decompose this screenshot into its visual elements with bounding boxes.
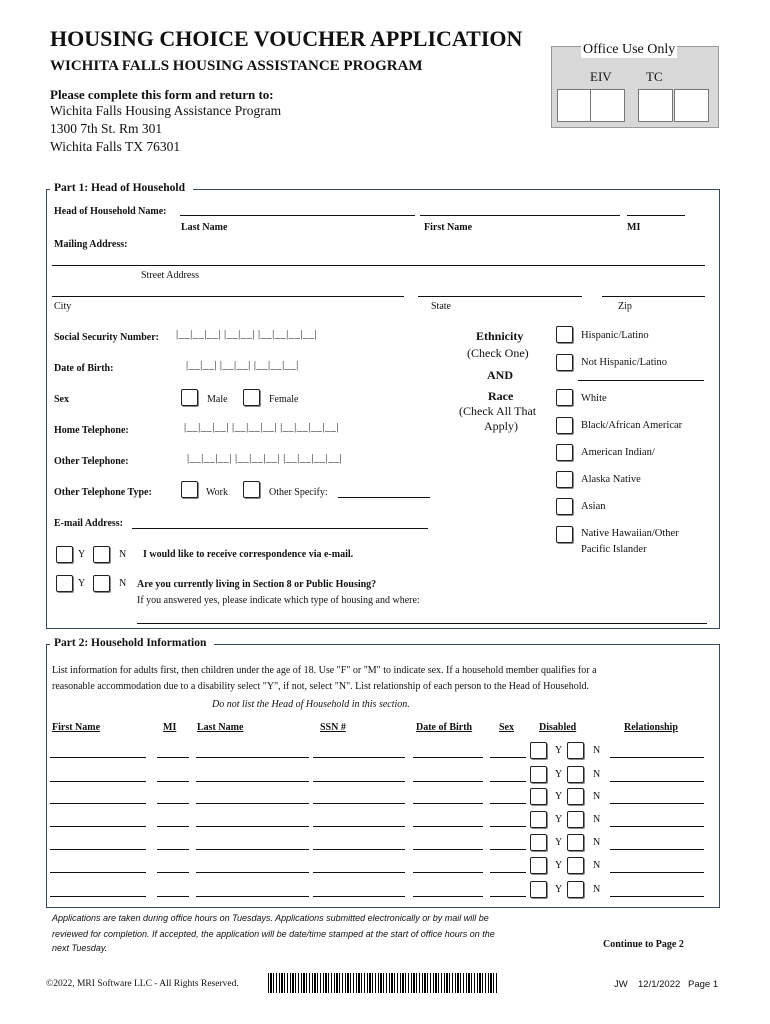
row-3-disabled-yes-checkbox[interactable] — [530, 788, 547, 805]
col-first-name: First Name — [52, 722, 101, 733]
part2-instructions-1: List information for adults first, then children under the age of 18. Use "F" or "M" to indicate sex. If a household member qualifies for a — [52, 665, 597, 676]
and-label: AND — [487, 368, 513, 382]
row-6-disabled-no-checkbox[interactable] — [567, 857, 584, 874]
footer-note-1: Applications are taken during office hours on Tuesdays. Applications submitted electronically or by mail will be — [52, 913, 489, 923]
barcode — [268, 973, 498, 993]
state-field[interactable] — [418, 296, 582, 297]
row-6-mi-field[interactable] — [157, 872, 189, 873]
row-4-first-name-field[interactable] — [50, 826, 146, 827]
return-address-1: Wichita Falls Housing Assistance Program — [50, 103, 282, 118]
row-2-last-name-field[interactable] — [196, 781, 309, 782]
mi-caption: MI — [627, 222, 641, 233]
race-label: Race — [488, 389, 514, 403]
not-hispanic-label: Not Hispanic/Latino — [581, 357, 668, 368]
home-phone-label: Home Telephone: — [54, 425, 129, 436]
row-7-dob-field[interactable] — [413, 896, 483, 897]
female-label: Female — [269, 394, 299, 405]
footer-note-2: reviewed for completion. If accepted, the application will be date/time stamped at the start of office hours on the — [52, 929, 495, 939]
hispanic-label: Hispanic/Latino — [581, 330, 649, 341]
section8-yes-checkbox[interactable] — [56, 575, 73, 592]
office-tc-box-1[interactable] — [638, 89, 673, 122]
continue-label: Continue to Page 2 — [603, 939, 684, 950]
sex-label: Sex — [54, 394, 69, 405]
city-caption: City — [54, 301, 72, 312]
row-4-last-name-field[interactable] — [196, 826, 309, 827]
row-2-ssn-field[interactable] — [313, 781, 405, 782]
row-3-sex-field[interactable] — [490, 803, 526, 804]
row-3-yes-label: Y — [555, 791, 563, 802]
work-label: Work — [206, 487, 228, 498]
return-address-2: 1300 7th St. Rm 301 — [50, 121, 163, 136]
row-4-dob-field[interactable] — [413, 826, 483, 827]
row-2-yes-label: Y — [555, 769, 563, 780]
row-4-no-label: N — [593, 814, 601, 825]
row-1-yes-label: Y — [555, 745, 563, 756]
row-3-no-label: N — [593, 791, 601, 802]
col-ssn: SSN # — [320, 722, 346, 733]
col-dob: Date of Birth — [416, 722, 473, 733]
row-6-dob-field[interactable] — [413, 872, 483, 873]
asian-label: Asian — [581, 501, 606, 512]
black-label: Black/African Americar — [581, 420, 683, 431]
row-6-yes-label: Y — [555, 860, 563, 871]
row-7-relationship-field[interactable] — [610, 896, 704, 897]
row-7-first-name-field[interactable] — [50, 896, 146, 897]
last-name-field[interactable] — [180, 215, 415, 216]
black-checkbox[interactable] — [556, 417, 573, 434]
email-label: E-mail Address: — [54, 518, 123, 529]
form-subtitle: WICHITA FALLS HOUSING ASSISTANCE PROGRAM — [50, 58, 423, 74]
return-label: Please complete this form and return to: — [50, 87, 274, 102]
work-checkbox[interactable] — [181, 481, 198, 498]
row-5-first-name-field[interactable] — [50, 849, 146, 850]
footer-date: 12/1/2022 — [638, 979, 681, 990]
email-yes-label: Y — [78, 549, 86, 560]
home-phone-field[interactable]: |__|__|__| |__|__|__| |__|__|__|__| — [184, 422, 340, 433]
row-6-relationship-field[interactable] — [610, 872, 704, 873]
row-5-last-name-field[interactable] — [196, 849, 309, 850]
section8-no-checkbox[interactable] — [93, 575, 110, 592]
row-3-relationship-field[interactable] — [610, 803, 704, 804]
row-6-last-name-field[interactable] — [196, 872, 309, 873]
row-5-mi-field[interactable] — [157, 849, 189, 850]
row-3-ssn-field[interactable] — [313, 803, 405, 804]
check-one-label: (Check One) — [467, 346, 529, 360]
mailing-address-label: Mailing Address: — [54, 239, 128, 250]
alaska-native-label: Alaska Native — [581, 474, 641, 485]
office-use-box — [551, 42, 719, 128]
row-7-ssn-field[interactable] — [313, 896, 405, 897]
footer-note-3: next Tuesday. — [52, 943, 108, 953]
male-label: Male — [207, 394, 228, 405]
section8-followup: If you answered yes, please indicate which type of housing and where: — [137, 595, 420, 606]
part2-note: Do not list the Head of Household in this section. — [212, 699, 410, 710]
part2-instructions-2: reasonable accommodation due to a disability select "Y", if not, select "N". List relationship of each person to the Head of Household. — [52, 681, 590, 692]
row-7-mi-field[interactable] — [157, 896, 189, 897]
email-no-label: N — [119, 549, 127, 560]
hawaiian-label-2: Pacific Islander — [581, 544, 647, 555]
row-5-relationship-field[interactable] — [610, 849, 704, 850]
row-4-sex-field[interactable] — [490, 826, 526, 827]
section8-field[interactable] — [137, 623, 707, 624]
female-checkbox[interactable] — [243, 389, 260, 406]
office-use-title: Office Use Only — [583, 42, 676, 57]
alaska-native-checkbox[interactable] — [556, 471, 573, 488]
row-7-yes-label: Y — [555, 884, 563, 895]
street-field[interactable] — [52, 265, 705, 266]
row-3-first-name-field[interactable] — [50, 803, 146, 804]
other-type-checkbox[interactable] — [243, 481, 260, 498]
row-4-yes-label: Y — [555, 814, 563, 825]
row-4-disabled-yes-checkbox[interactable] — [530, 811, 547, 828]
office-tc-box-2[interactable] — [674, 89, 709, 122]
row-2-first-name-field[interactable] — [50, 781, 146, 782]
row-2-sex-field[interactable] — [490, 781, 526, 782]
row-1-last-name-field[interactable] — [196, 757, 309, 758]
col-last-name: Last Name — [197, 722, 244, 733]
row-1-disabled-yes-checkbox[interactable] — [530, 742, 547, 759]
other-phone-label: Other Telephone: — [54, 456, 129, 467]
row-3-last-name-field[interactable] — [196, 803, 309, 804]
not-hispanic-checkbox[interactable] — [556, 354, 573, 371]
last-name-caption: Last Name — [181, 222, 228, 233]
col-disabled: Disabled — [539, 722, 577, 733]
section8-question: Are you currently living in Section 8 or Public Housing? — [137, 579, 377, 590]
row-1-mi-field[interactable] — [157, 757, 189, 758]
row-7-sex-field[interactable] — [490, 896, 526, 897]
row-1-ssn-field[interactable] — [313, 757, 405, 758]
row-2-mi-field[interactable] — [157, 781, 189, 782]
return-address-3: Wichita Falls TX 76301 — [50, 139, 181, 154]
mi-field[interactable] — [627, 215, 685, 216]
row-5-sex-field[interactable] — [490, 849, 526, 850]
row-4-mi-field[interactable] — [157, 826, 189, 827]
white-label: White — [581, 393, 607, 404]
footer-page: Page 1 — [688, 979, 719, 990]
dob-field[interactable]: |__|__| |__|__| |__|__|__| — [186, 360, 299, 371]
row-4-disabled-no-checkbox[interactable] — [567, 811, 584, 828]
white-checkbox[interactable] — [556, 389, 573, 406]
row-1-relationship-field[interactable] — [610, 757, 704, 758]
ssn-field[interactable]: |__|__|__| |__|__| |__|__|__|__| — [176, 329, 317, 340]
zip-caption: Zip — [618, 301, 632, 312]
row-3-disabled-no-checkbox[interactable] — [567, 788, 584, 805]
ethnicity-divider — [578, 380, 704, 381]
row-1-first-name-field[interactable] — [50, 757, 146, 758]
ethnicity-label: Ethnicity — [476, 329, 524, 343]
hoh-name-label: Head of Household Name: — [54, 206, 167, 217]
asian-checkbox[interactable] — [556, 498, 573, 515]
col-mi: MI — [163, 722, 177, 733]
row-2-disabled-yes-checkbox[interactable] — [530, 766, 547, 783]
copyright: ©2022, MRI Software LLC - All Rights Reserved. — [46, 979, 239, 989]
part1-section — [46, 189, 720, 629]
office-use-tc: TC — [646, 69, 663, 84]
american-indian-checkbox[interactable] — [556, 444, 573, 461]
row-6-ssn-field[interactable] — [313, 872, 405, 873]
first-name-field[interactable] — [420, 215, 620, 216]
row-2-relationship-field[interactable] — [610, 781, 704, 782]
row-5-no-label: N — [593, 837, 601, 848]
row-1-dob-field[interactable] — [413, 757, 483, 758]
email-question: I would like to receive correspondence via e-mail. — [143, 549, 354, 560]
zip-field[interactable] — [602, 296, 705, 297]
other-specify-field[interactable] — [338, 497, 430, 498]
email-field[interactable] — [132, 528, 428, 529]
other-specify-label: Other Specify: — [269, 487, 328, 498]
row-6-no-label: N — [593, 860, 601, 871]
footer-initials: JW — [614, 979, 628, 990]
office-use-eiv: EIV — [590, 69, 612, 84]
row-6-first-name-field[interactable] — [50, 872, 146, 873]
hawaiian-label-1: Native Hawaiian/Other — [581, 528, 679, 539]
other-phone-type-label: Other Telephone Type: — [54, 487, 152, 498]
check-all-label-1: (Check All That — [459, 404, 537, 418]
american-indian-label: American Indian/ — [581, 447, 655, 458]
row-7-last-name-field[interactable] — [196, 896, 309, 897]
row-5-ssn-field[interactable] — [313, 849, 405, 850]
section8-no-label: N — [119, 578, 127, 589]
hawaiian-checkbox[interactable] — [556, 526, 573, 543]
form-title: HOUSING CHOICE VOUCHER APPLICATION — [50, 26, 523, 51]
email-yes-checkbox[interactable] — [56, 546, 73, 563]
row-4-relationship-field[interactable] — [610, 826, 704, 827]
email-no-checkbox[interactable] — [93, 546, 110, 563]
row-6-sex-field[interactable] — [490, 872, 526, 873]
row-5-dob-field[interactable] — [413, 849, 483, 850]
part2-legend: Part 2: Household Information — [50, 637, 214, 649]
city-field[interactable] — [52, 296, 404, 297]
row-7-no-label: N — [593, 884, 601, 895]
office-eiv-box-1[interactable] — [557, 89, 592, 122]
row-1-sex-field[interactable] — [490, 757, 526, 758]
dob-label: Date of Birth: — [54, 363, 114, 374]
row-4-ssn-field[interactable] — [313, 826, 405, 827]
ssn-label: Social Security Number: — [54, 332, 159, 343]
row-5-disabled-no-checkbox[interactable] — [567, 834, 584, 851]
row-5-yes-label: Y — [555, 837, 563, 848]
row-3-dob-field[interactable] — [413, 803, 483, 804]
street-caption: Street Address — [141, 270, 200, 281]
row-7-disabled-no-checkbox[interactable] — [567, 881, 584, 898]
hispanic-checkbox[interactable] — [556, 326, 573, 343]
check-all-label-2: Apply) — [484, 419, 518, 433]
row-1-no-label: N — [593, 745, 601, 756]
section8-yes-label: Y — [78, 578, 86, 589]
row-7-disabled-yes-checkbox[interactable] — [530, 881, 547, 898]
office-eiv-box-2[interactable] — [590, 89, 625, 122]
row-1-disabled-no-checkbox[interactable] — [567, 742, 584, 759]
col-relationship: Relationship — [624, 722, 678, 733]
col-sex: Sex — [499, 722, 514, 733]
row-3-mi-field[interactable] — [157, 803, 189, 804]
part1-legend: Part 1: Head of Household — [50, 182, 193, 194]
first-name-caption: First Name — [424, 222, 473, 233]
row-2-no-label: N — [593, 769, 601, 780]
row-6-disabled-yes-checkbox[interactable] — [530, 857, 547, 874]
row-2-dob-field[interactable] — [413, 781, 483, 782]
other-phone-field[interactable]: |__|__|__| |__|__|__| |__|__|__|__| — [187, 453, 343, 464]
row-5-disabled-yes-checkbox[interactable] — [530, 834, 547, 851]
state-caption: State — [431, 301, 451, 312]
male-checkbox[interactable] — [181, 389, 198, 406]
row-2-disabled-no-checkbox[interactable] — [567, 766, 584, 783]
